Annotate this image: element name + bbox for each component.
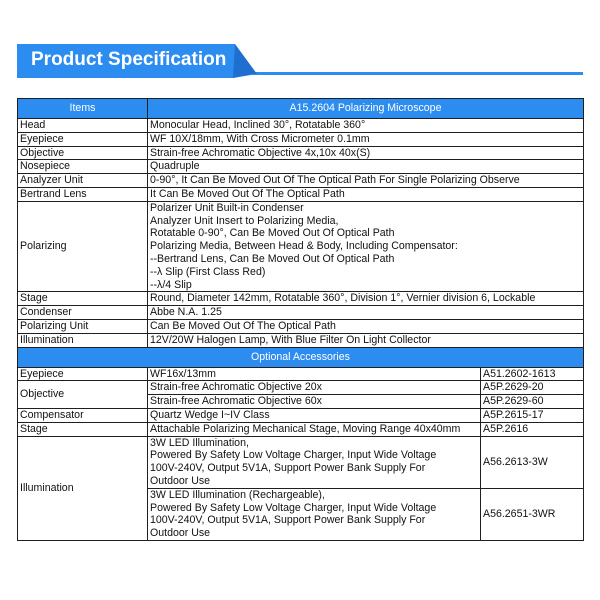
- row-label: Condenser: [18, 306, 148, 320]
- row-value: Strain-free Achromatic Objective 60x: [148, 395, 481, 409]
- row-label: Analyzer Unit: [18, 174, 148, 188]
- row-value: WF 10X/18mm, With Cross Micrometer 0.1mm: [148, 132, 584, 146]
- table-header-row: [18, 99, 584, 119]
- banner-title: Product Specification: [31, 49, 227, 70]
- row-value: Quadruple: [148, 160, 584, 174]
- row-label: Nosepiece: [18, 160, 148, 174]
- row-code: A5P.2615-17: [481, 408, 584, 422]
- row-label: Eyepiece: [18, 132, 148, 146]
- row-label: Polarizing Unit: [18, 319, 148, 333]
- row-value: Round, Diameter 142mm, Rotatable 360°, Division 1°, Vernier division 6, Lockable: [148, 292, 584, 306]
- row-label: Illumination: [18, 436, 148, 540]
- table-row: [18, 132, 584, 146]
- table-row: [18, 319, 584, 333]
- row-value: Strain-free Achromatic Objective 20x: [148, 381, 481, 395]
- row-label: Compensator: [18, 408, 148, 422]
- table-row: [18, 201, 584, 292]
- row-label: Bertrand Lens: [18, 187, 148, 201]
- row-value: It Can Be Moved Out Of The Optical Path: [148, 187, 584, 201]
- value-line: Polarizer Unit Built-in Condenser: [150, 201, 304, 214]
- table-row: [18, 146, 584, 160]
- value-line: Polarizing Media, Between Head & Body, Including Compensator:: [150, 240, 458, 253]
- table-row: [18, 119, 584, 133]
- row-label: Objective: [18, 146, 148, 160]
- row-code: A56.2613-3W: [481, 436, 584, 488]
- value-line: 3W LED Illumination (Rechargeable),: [150, 488, 325, 501]
- row-code: A5P.2616: [481, 422, 584, 436]
- row-code: A5P.2629-20: [481, 381, 584, 395]
- table-row: [18, 367, 584, 381]
- row-value: Quartz Wedge I~IV Class: [148, 408, 481, 422]
- row-label: Objective: [18, 381, 148, 409]
- row-value: [148, 488, 481, 540]
- table-row: [18, 306, 584, 320]
- header-model: A15.2604 Polarizing Microscope: [148, 99, 584, 119]
- row-label: Head: [18, 119, 148, 133]
- row-code: A5P.2629-60: [481, 395, 584, 409]
- section-banner: [17, 44, 583, 78]
- row-label: Stage: [18, 292, 148, 306]
- table-row: [18, 436, 584, 488]
- row-value: Attachable Polarizing Mechanical Stage, Moving Range 40x40mm: [148, 422, 481, 436]
- row-value: Strain-free Achromatic Objective 4x,10x 40x(S): [148, 146, 584, 160]
- value-line: Analyzer Unit Insert to Polarizing Media,: [150, 214, 339, 227]
- value-line: Outdoor Use: [150, 527, 211, 540]
- table-row: [18, 292, 584, 306]
- value-line: Powered By Safety Low Voltage Charger, Input Wide Voltage: [150, 501, 437, 514]
- header-items: Items: [18, 99, 148, 119]
- table-row: [18, 187, 584, 201]
- row-label: Illumination: [18, 333, 148, 347]
- table-row: [18, 174, 584, 188]
- row-value: WF16x/13mm: [148, 367, 481, 381]
- optional-accessories-header: [18, 347, 584, 367]
- table-row: [18, 381, 584, 395]
- value-line: 100V-240V, Output 5V1A, Support Power Bank Supply For: [150, 462, 426, 475]
- value-line: Powered By Safety Low Voltage Charger, Input Wide Voltage: [150, 449, 437, 462]
- row-value: Monocular Head, Inclined 30°, Rotatable 360°: [148, 119, 584, 133]
- row-value: [148, 201, 584, 292]
- row-code: A56.2651-3WR: [481, 488, 584, 540]
- row-code: A51.2602-1613: [481, 367, 584, 381]
- row-label: Eyepiece: [18, 367, 148, 381]
- value-line: Rotatable 0-90°, Can Be Moved Out Of Optical Path: [150, 227, 395, 240]
- table-row: [18, 333, 584, 347]
- row-value: [148, 436, 481, 488]
- row-value: 12V/20W Halogen Lamp, With Blue Filter On Light Collector: [148, 333, 584, 347]
- row-label: Stage: [18, 422, 148, 436]
- optional-accessories-title: Optional Accessories: [18, 347, 584, 367]
- table-row: [18, 422, 584, 436]
- value-line: --λ/4 Slip: [150, 278, 192, 291]
- value-line: --λ Slip (First Class Red): [150, 265, 266, 278]
- spec-table: [17, 98, 584, 541]
- value-line: --Bertrand Lens, Can Be Moved Out Of Optical Path: [150, 252, 395, 265]
- table-row: [18, 160, 584, 174]
- row-label: Polarizing: [18, 201, 148, 292]
- value-line: Outdoor Use: [150, 474, 211, 487]
- table-row: [18, 408, 584, 422]
- row-value: 0-90°, It Can Be Moved Out Of The Optical Path For Single Polarizing Observe: [148, 174, 584, 188]
- value-line: 100V-240V, Output 5V1A, Support Power Bank Supply For: [150, 514, 426, 527]
- row-value: Abbe N.A. 1.25: [148, 306, 584, 320]
- row-value: Can Be Moved Out Of The Optical Path: [148, 319, 584, 333]
- value-line: 3W LED Illumination,: [150, 436, 249, 449]
